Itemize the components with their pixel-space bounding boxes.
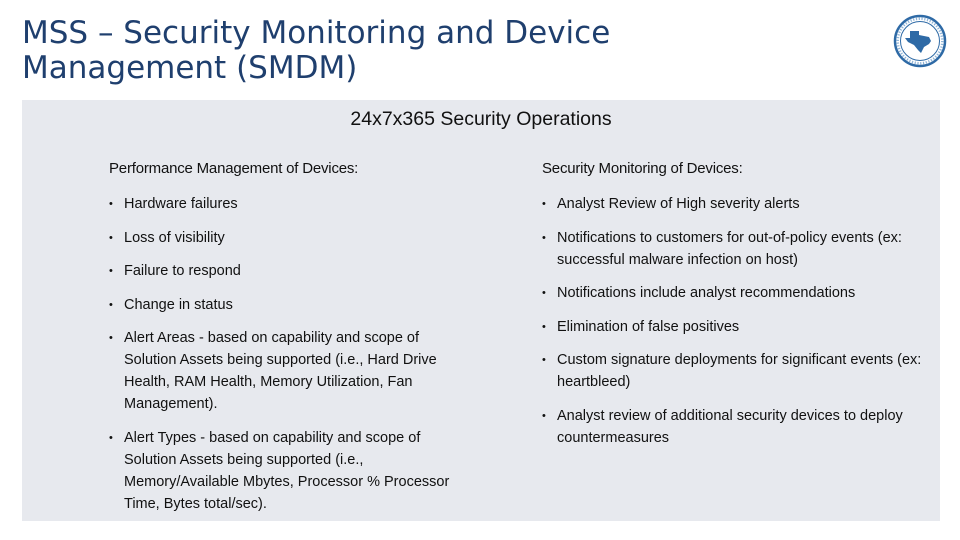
slide-title-line-2: Management (SMDM) [22, 50, 358, 86]
bullet-icon: • [109, 231, 113, 244]
list-item-text: Analyst review of additional security devices to deploy countermeasures [557, 407, 903, 446]
list-item [542, 227, 942, 271]
performance-management-heading: Performance Management of Devices: [109, 160, 359, 177]
list-item [109, 327, 464, 415]
list-item-text: Analyst Review of High severity alerts [557, 196, 800, 212]
list-item [542, 282, 942, 304]
bullet-icon: • [542, 198, 546, 210]
list-item [542, 316, 942, 338]
list-item-text: Hardware failures [124, 196, 238, 212]
list-item [542, 405, 942, 449]
list-item-text: Failure to respond [124, 263, 241, 279]
list-item-text: Loss of visibility [124, 229, 225, 246]
list-item-text: Change in status [124, 296, 233, 313]
performance-management-list [109, 193, 464, 515]
list-item-text: Elimination of false positives [557, 318, 740, 335]
slide-title-line-1: MSS – Security Monitoring and Device [22, 15, 611, 51]
list-item-text: Alert Types - based on capability and scope of Solution Assets being supported (i.e., Memory/Available Mbytes, Processor % Processor Time, Bytes total/sec). [124, 429, 450, 512]
bullet-icon: • [109, 265, 113, 277]
bullet-icon: • [542, 320, 546, 333]
texas-seal-icon [893, 14, 947, 68]
bullet-icon: • [109, 332, 113, 344]
security-monitoring-heading: Security Monitoring of Devices: [542, 160, 743, 177]
bullet-icon: • [109, 431, 113, 444]
bullet-icon: • [542, 287, 546, 299]
bullet-icon: • [542, 409, 546, 422]
bullet-icon: • [542, 354, 546, 366]
bullet-icon: • [109, 198, 113, 210]
list-item [109, 227, 464, 249]
security-monitoring-list [542, 193, 942, 449]
bullet-icon: • [542, 231, 546, 244]
operations-panel [22, 100, 940, 521]
list-item [542, 349, 942, 393]
bullet-icon: • [109, 298, 113, 311]
security-monitoring-column [542, 160, 942, 460]
list-item [109, 294, 464, 316]
list-item [109, 427, 464, 515]
list-item [109, 260, 464, 282]
list-item [109, 193, 464, 215]
list-item-text: Custom signature deployments for significant events (ex: heartbleed) [557, 352, 922, 390]
list-item-text: Notifications to customers for out-of-policy events (ex: successful malware infection on host) [557, 229, 902, 268]
performance-management-column [109, 160, 464, 526]
list-item-text: Alert Areas - based on capability and scope of Solution Assets being supported (i.e., Hard Drive Health, RAM Health, Memory Utilization, Fan Management). [124, 330, 437, 412]
panel-heading: 24x7x365 Security Operations [350, 108, 612, 130]
slide-title [22, 16, 782, 86]
list-item-text: Notifications include analyst recommendations [557, 285, 856, 301]
list-item [542, 193, 942, 215]
